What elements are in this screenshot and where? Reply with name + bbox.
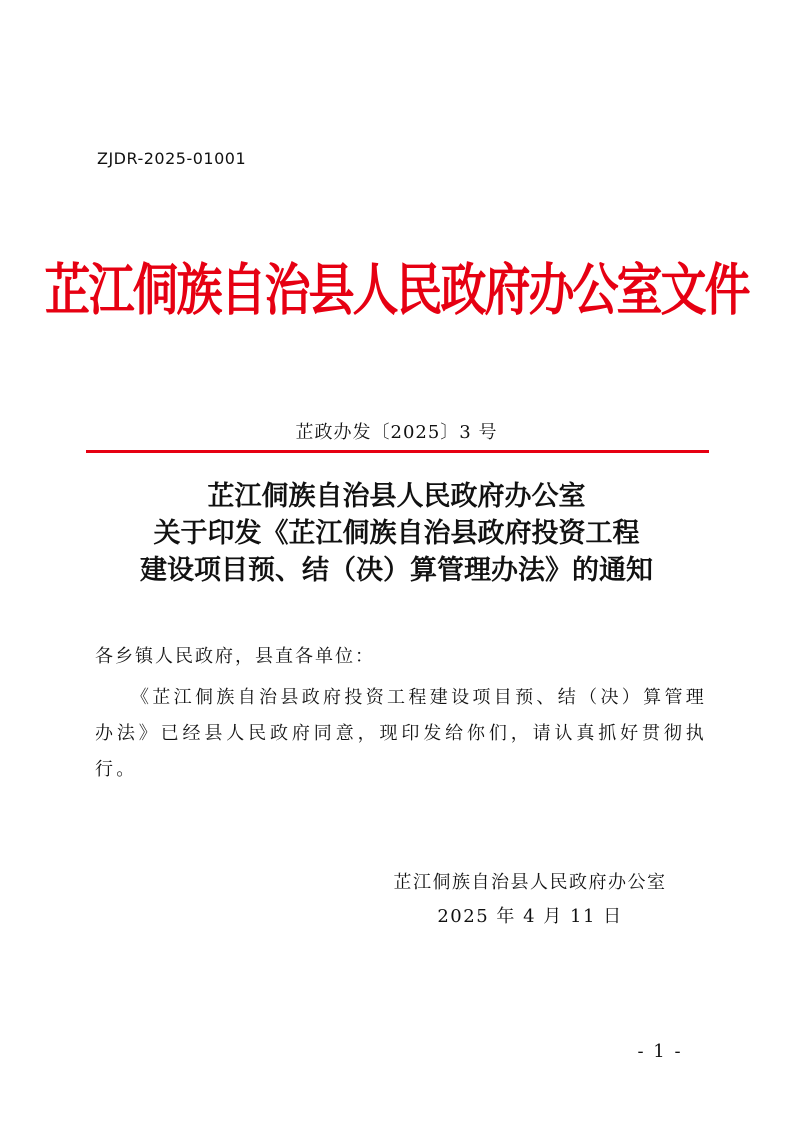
issuer-header: 芷江侗族自治县人民政府办公室文件 xyxy=(44,256,749,323)
page-number: - 1 - xyxy=(637,1041,683,1062)
title-line-1: 芷江侗族自治县人民政府办公室 xyxy=(207,481,586,512)
signature-organization: 芷江侗族自治县人民政府办公室 xyxy=(393,872,667,893)
document-title xyxy=(0,478,793,589)
signature-date: 2025 年 4 月 11 日 xyxy=(437,906,623,927)
signature-block xyxy=(370,866,690,934)
document-number: 芷政办发〔2025〕3 号 xyxy=(295,422,498,443)
red-divider-line xyxy=(86,450,709,453)
addressee: 各乡镇人民政府，县直各单位： xyxy=(95,646,375,667)
document-code: ZJDR-2025-01001 xyxy=(97,149,247,168)
body-paragraph: 《芷江侗族自治县政府投资工程建设项目预、结（决）算管理办法》已经县人民政府同意，现印发给你们，请认真抓好贯彻执行。 xyxy=(95,687,707,780)
title-line-3: 建设项目预、结（决）算管理办法》的通知 xyxy=(140,555,653,586)
title-line-2: 关于印发《芷江侗族自治县政府投资工程 xyxy=(153,518,640,549)
